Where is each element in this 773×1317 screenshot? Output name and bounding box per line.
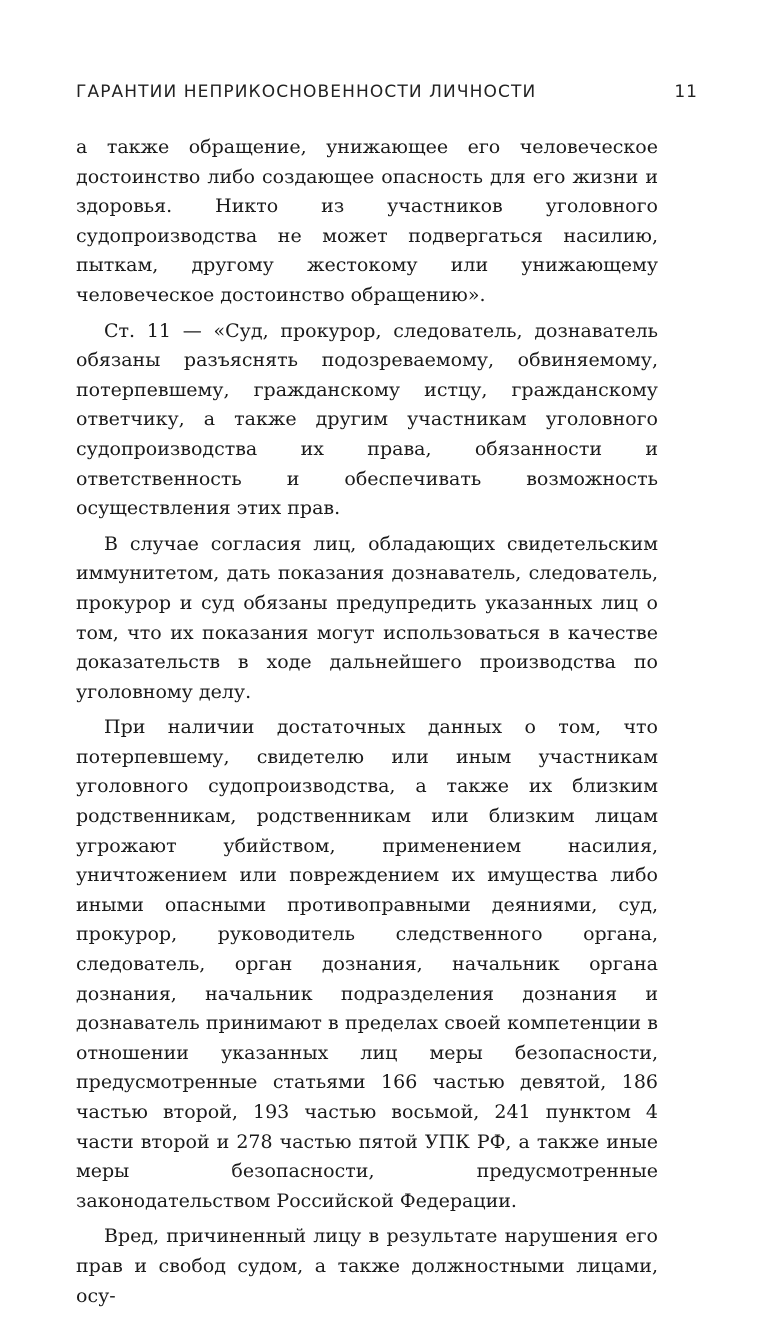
running-header-title: ГАРАНТИИ НЕПРИКОСНОВЕННОСТИ ЛИЧНОСТИ (76, 82, 537, 102)
paragraph-5: Вред, причиненный лицу в результате нарушения его прав и свобод судом, а также должностными лицами, осу- (76, 1225, 658, 1307)
paragraph-4: При наличии достаточных данных о том, что потерпевшему, свидетелю или иным участникам уголовного судопроизводства, а также их близким родственникам, родственникам или близким лицам угрожают убийством, применением насилия, уничтожением или повреждением их имущества либо иными опасными противоправными деяниями, суд, прокурор, руководитель следственного органа, следователь, орган дознания, начальник органа дознания, начальник подразделения дознания и дознаватель принимают в пределах своей компетенции в отношении указанных лиц меры безопасности, предусмотренные статьями 166 частью девятой, 186 частью второй, 193 частью восьмой, 241 пунктом 4 части второй и 278 частью пятой УПК РФ, а также иные меры безопасности, предусмотренные законодательством Российской Федерации. (76, 716, 658, 1212)
paragraph-1: а также обращение, унижающее его человеческое достоинство либо создающее опасность для его жизни и здоровья. Никто из участников уголовного судопроизводства не может подвергаться насилию, пыткам, другому жестокому или унижающему человеческое достоинство обращению». (76, 136, 658, 306)
paragraph-3: В случае согласия лиц, обладающих свидетельским иммунитетом, дать показания дознаватель, следователь, прокурор и суд обязаны предупредить указанных лиц о том, что их показания могут использоваться в качестве доказательств в ходе дальнейшего производства по уголовному делу. (76, 532, 658, 703)
body-text (76, 133, 658, 1317)
page-number: 11 (674, 82, 698, 102)
paragraph-2: Ст. 11 — «Суд, прокурор, следователь, дознаватель обязаны разъяснять подозреваемому, обвиняемому, потерпевшему, гражданскому истцу, гражданскому ответчику, а также другим участникам уголовного судопроизводства их права, обязанности и ответственность и обеспечивать возможность осуществления этих прав. (76, 319, 658, 520)
running-header (76, 82, 698, 108)
